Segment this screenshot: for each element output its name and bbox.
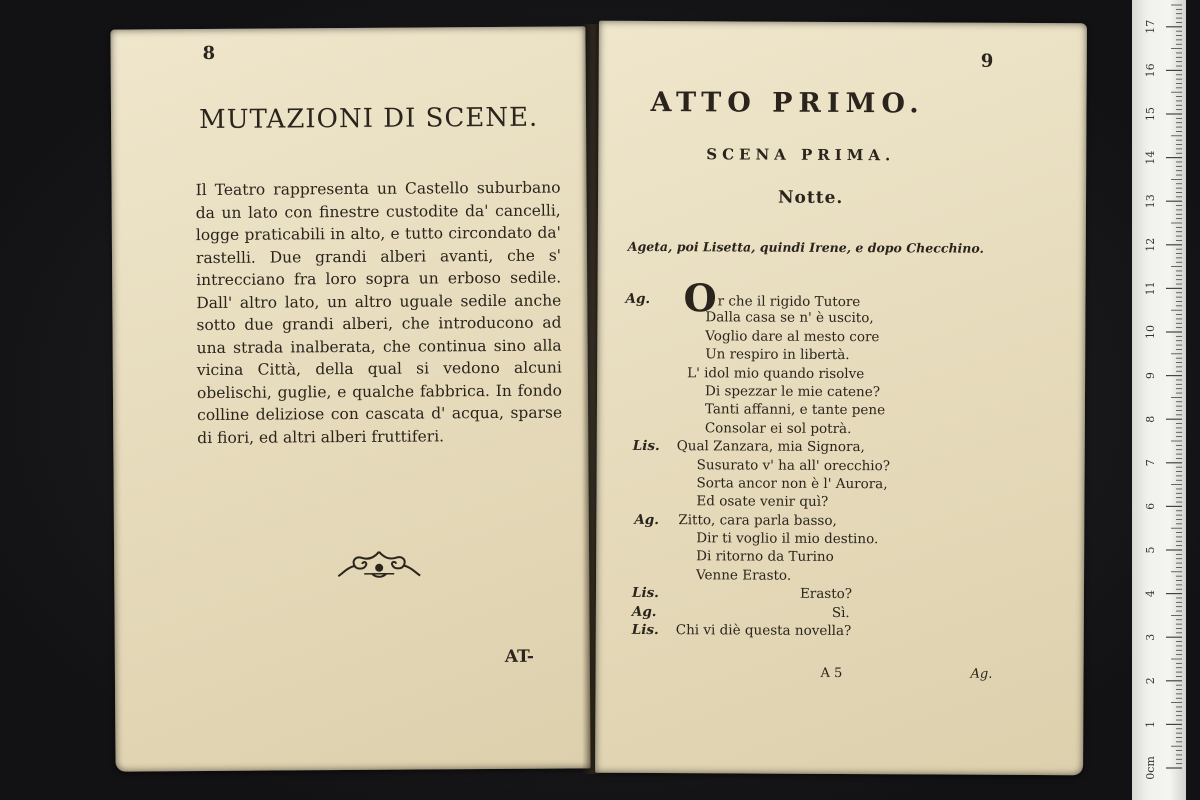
ruler-tick-label: 13 — [1144, 194, 1157, 209]
ruler-tick-label: 11 — [1144, 281, 1157, 296]
verse-text: Zitto, cara parla basso, — [678, 511, 837, 529]
verse-text: Di spezzar le mie catene? — [704, 383, 881, 401]
dialogue-line — [625, 420, 1065, 441]
verse-text: Dir ti voglio il mio destino. — [696, 530, 879, 548]
ruler-tick-label: 4 — [1144, 590, 1157, 598]
right-page-number: 9 — [980, 50, 994, 72]
ruler-tick-label: 12 — [1144, 237, 1157, 252]
dialogue-line — [624, 548, 1064, 569]
verse-text: Erasto? — [799, 586, 853, 603]
measuring-ruler — [1132, 0, 1186, 800]
verse-text: Susurato v' ha all' orecchio? — [696, 456, 891, 474]
right-page — [595, 21, 1087, 776]
verse-text: Di ritorno da Turino — [696, 548, 834, 566]
ruler-tick-label: 3 — [1144, 633, 1157, 641]
ruler-tick-label: 2 — [1144, 677, 1157, 685]
verse-text: L' idol mio quando risolve — [687, 364, 865, 382]
ruler-tick-label: 5 — [1144, 546, 1157, 554]
verse-text: Qual Zanzara, mia Signora, — [676, 438, 865, 456]
verse-text: Un respiro in libertà. — [705, 346, 850, 364]
speaker-label: Lis. — [631, 585, 659, 602]
ruler-tick-label: 17 — [1144, 19, 1157, 34]
ruler-scale — [1132, 0, 1186, 800]
dialogue-line — [625, 364, 1065, 385]
left-page-number: 8 — [202, 42, 216, 65]
right-catchword: Ag. — [970, 666, 993, 682]
dialogue-block — [624, 275, 1066, 643]
dialogue-line — [624, 493, 1064, 514]
ruler-tick-label: 1 — [1144, 720, 1157, 728]
dialogue-line — [625, 438, 1065, 459]
ruler-tick-label: 7 — [1144, 459, 1157, 467]
verse-text: Sì. — [831, 604, 850, 621]
speaker-label: Ag. — [631, 603, 657, 620]
verse-text: Consolar ei sol potrà. — [704, 420, 852, 437]
speaker-label: Lis. — [632, 438, 660, 455]
ruler-unit-label: 0cm — [1144, 756, 1157, 780]
ruler-tick-label: 9 — [1144, 372, 1157, 380]
signature-mark: A 5 — [820, 665, 843, 682]
left-page-title: MUTAZIONI DI SCENE. — [198, 102, 539, 136]
dialogue-line — [625, 309, 1065, 330]
verse-text: Ed osate venir quì? — [696, 493, 829, 511]
ornament-icon — [334, 547, 424, 586]
verse-text: r che il rigido Tutore — [717, 293, 861, 311]
drop-cap: O — [683, 275, 717, 321]
scene-title: SCENA PRIMA. — [706, 145, 896, 165]
left-page — [110, 26, 590, 771]
dialogue-line — [624, 530, 1064, 551]
dialogue-line — [624, 512, 1064, 533]
verse-text: Dalla casa se n' è uscito, — [705, 309, 874, 327]
scene-time: Notte. — [777, 187, 844, 209]
verse-text: Voglio dare al mesto core — [705, 328, 880, 345]
dialogue-line — [624, 567, 1064, 588]
dialogue-line — [625, 401, 1065, 422]
characters-line: Ageta, poi Lisetta, quindi Irene, e dopo Checchino. — [627, 238, 984, 256]
verse-text: Venne Erasto. — [696, 567, 792, 584]
dialogue-line — [625, 346, 1065, 367]
ruler-tick-label: 6 — [1144, 502, 1157, 510]
ruler-tick-label: 16 — [1144, 63, 1157, 78]
dialogue-line — [624, 604, 1064, 625]
dialogue-line — [624, 622, 1064, 643]
speaker-label: Ag. — [625, 290, 651, 307]
speaker-label: Ag. — [634, 511, 660, 528]
ruler-tick-label: 14 — [1144, 150, 1157, 165]
dialogue-line — [625, 328, 1065, 349]
scene-description: Il Teatro rappresenta un Castello suburbano da un lato con finestre custodite da' cancelli, logge praticabili in alto, e tutto circondato da' rastelli. Due grandi alberi avanti, che s' intrecciano fra loro sopra un erboso sedile. Dall' altro lato, un altro uguale sedile anche sotto due grandi alberi, che introducono ad una strada inalberata, che continua sino alla vicina Città, della qual si vedono alcuni obelischi, guglie, e qualche fabbrica. In fondo colline deliziose con cascata d' acqua, sparse di fiori, ed altri alberi fruttiferi. — [195, 178, 563, 447]
verse-text: Chi vi diè questa novella? — [675, 622, 852, 640]
dialogue-line — [624, 585, 1064, 606]
speaker-label: Lis. — [631, 621, 659, 639]
left-catchword: AT- — [504, 646, 535, 667]
ruler-tick-label: 10 — [1144, 325, 1157, 339]
ruler-tick-label: 8 — [1144, 415, 1157, 423]
verse-text: Tanti affanni, e tante pene — [704, 401, 886, 419]
verse-text: Sorta ancor non è l' Aurora, — [696, 475, 888, 493]
ruler-tick-label: 15 — [1144, 107, 1157, 121]
dialogue-line — [625, 383, 1065, 404]
act-title: ATTO PRIMO. — [650, 86, 925, 120]
dialogue-line — [624, 475, 1064, 496]
dialogue-line — [625, 456, 1065, 477]
